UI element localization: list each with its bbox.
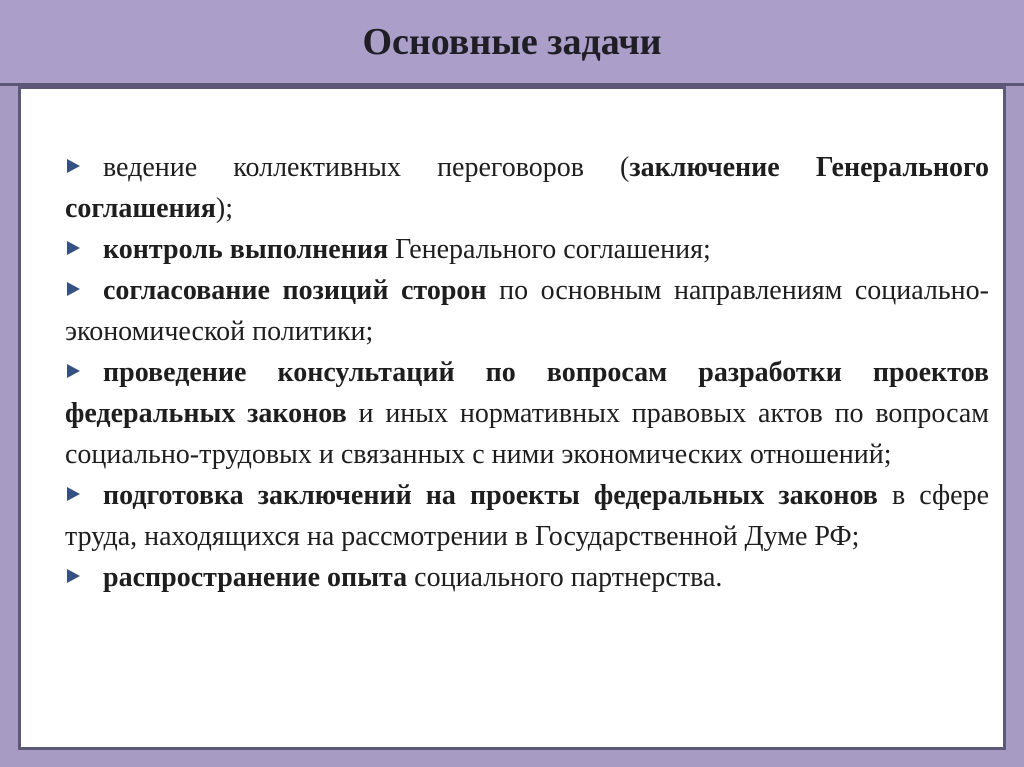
list-item [65,475,989,557]
item-text: ); [215,193,234,224]
item-text: в сфере труда, находящихся на рассмотрении в Государственной Думе РФ; [65,480,989,552]
triangle-bullet-icon [67,364,80,378]
triangle-bullet-icon [67,282,80,296]
item-text: по основным направлениям социально-экономической политики; [65,275,989,347]
item-bold-text: заключение Генерального соглашения [65,152,989,224]
list-item [65,352,989,475]
triangle-bullet-icon [67,569,80,583]
item-text: социального партнерства. [407,562,723,593]
item-bold-text: проведение консультаций по вопросам разработки проектов федеральных законов [65,357,989,429]
list-item [65,270,989,352]
triangle-bullet-icon [67,159,80,173]
item-text: и иных нормативных правовых актов по вопросам социально-трудовых и связанных с ними экономических отношений; [65,398,989,470]
list-item [65,557,989,598]
title-bar [0,0,1024,86]
item-text: ведение коллективных переговоров ( [103,152,630,183]
item-bold-text: контроль выполнения [103,234,389,265]
list-item [65,147,989,229]
triangle-bullet-icon [67,241,80,255]
item-bold-text: распространение опыта [103,562,408,593]
slide-title: Основные задачи [362,20,662,63]
item-text: Генерального соглашения; [388,234,711,265]
triangle-bullet-icon [67,487,80,501]
content-frame [18,86,1006,750]
item-bold-text: согласование позиций сторон [103,275,487,306]
list-item [65,229,989,270]
task-list [65,147,989,598]
item-bold-text: подготовка заключений на проекты федеральных законов [103,480,878,511]
